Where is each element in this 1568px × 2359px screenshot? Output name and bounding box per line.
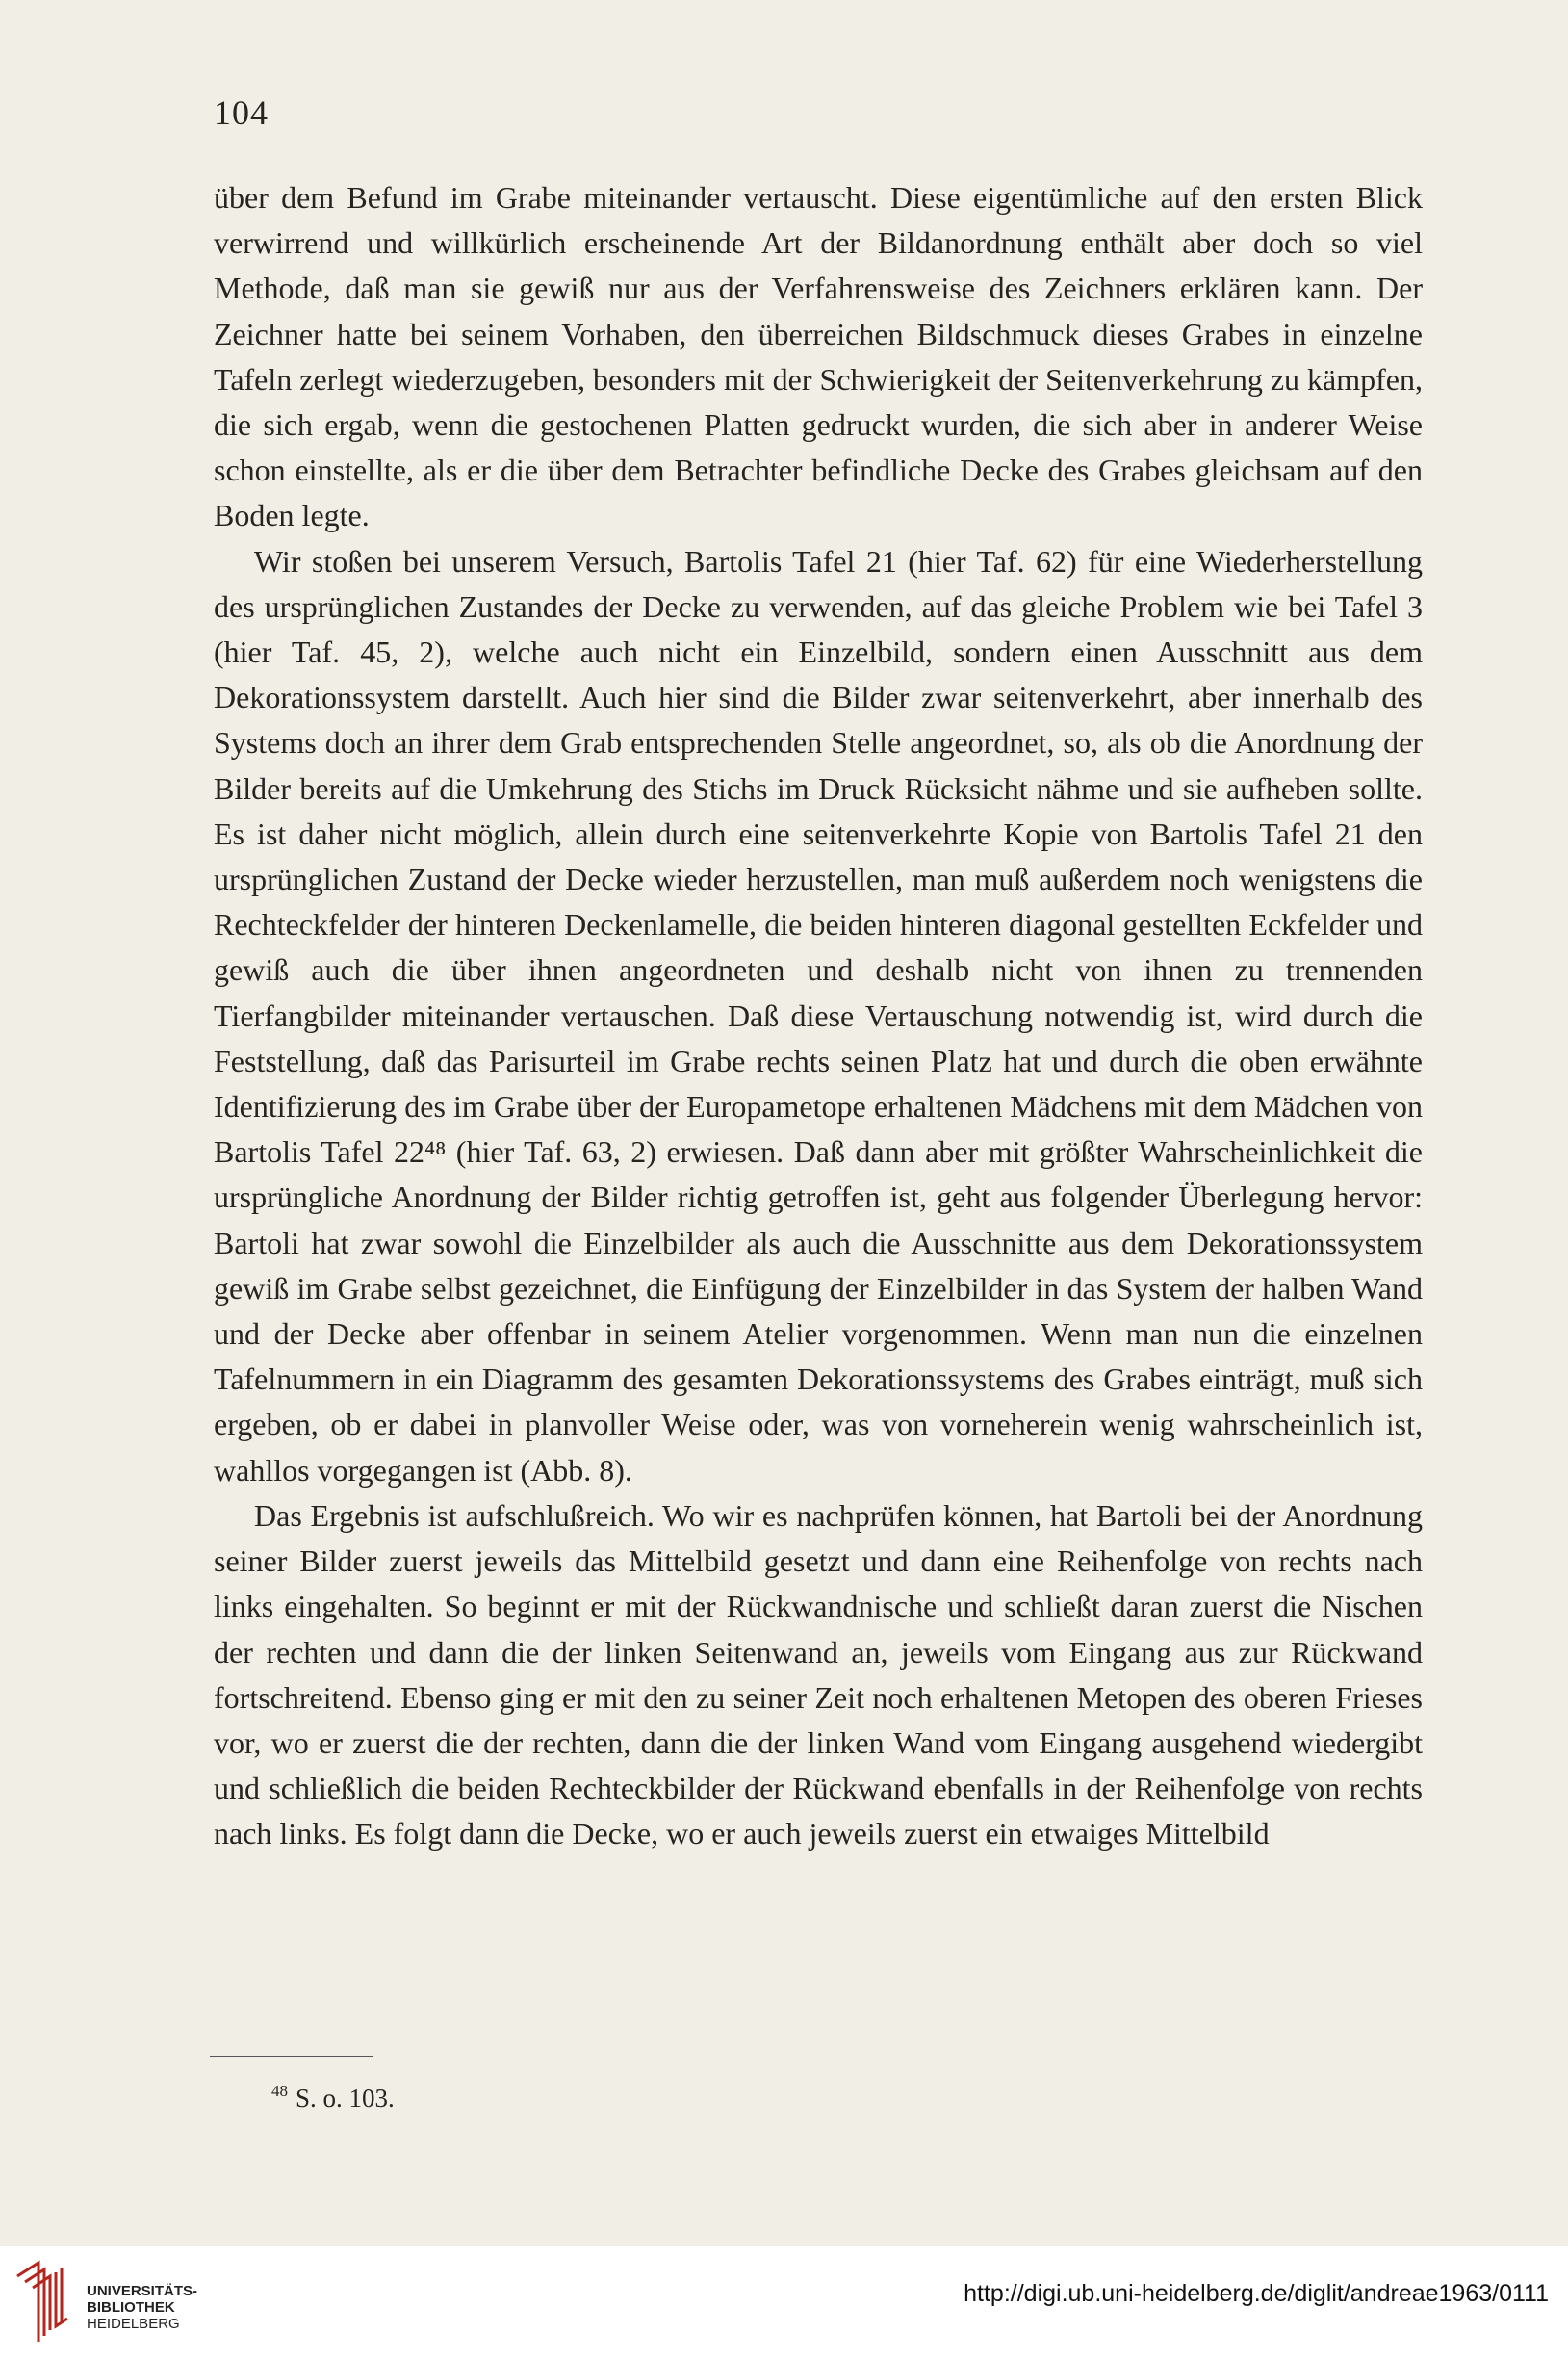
source-url-link[interactable]: http://digi.ub.uni-heidelberg.de/diglit/andreae1963/0111 [964, 2280, 1549, 2307]
paragraph: Wir stoßen bei unserem Versuch, Bartolis Tafel 21 (hier Taf. 62) für eine Wiederherstellung des ursprünglichen Zustandes der Decke zu verwenden, auf das gleiche Problem wie bei Tafel 3 (hier Taf. 45, 2), welche auch nicht ein Einzelbild, sondern einen Ausschnitt aus dem Dekorationssystem darstellt. Auch hier sind die Bilder zwar seitenverkehrt, aber innerhalb des Systems doch an ihrer dem Grab entsprechenden Stelle angeordnet, so, als ob die Anordnung der Bilder bereits auf die Umkehrung des Stichs im Druck Rücksicht nähme und sie aufheben sollte. Es ist daher nicht möglich, allein durch eine seitenverkehrte Kopie von Bartolis Tafel 21 den ursprünglichen Zustand der Decke wieder herzustellen, man muß außerdem noch wenigstens die Rechteckfelder der hinteren Deckenlamelle, die beiden hinteren diagonal gestellten Eckfelder und gewiß auch die über ihnen angeordneten und deshalb nicht von ihnen zu trennenden Tierfangbilder miteinander vertauschen. Daß diese Vertauschung notwendig ist, wird durch die Feststellung, daß das Parisurteil im Grabe rechts seinen Platz hat und durch die oben erwähnte Identifizierung des im Grabe über der Europametope erhaltenen Mädchens mit dem Mädchen von Bartolis Tafel 22⁴⁸ (hier Taf. 63, 2) erwiesen. Daß dann aber mit größter Wahrscheinlichkeit die ursprüngliche Anordnung der Bilder richtig getroffen ist, geht aus folgender Überlegung hervor: Bartoli hat zwar sowohl die Einzelbilder als auch die Ausschnitte aus dem Dekorationssystem gewiß im Grabe selbst gezeichnet, die Einfügung der Einzelbilder in das System der halben Wand und der Decke aber offenbar in seinem Atelier vorgenommen. Wenn man nun die einzelnen Tafelnummern in ein Diagramm des gesamten Dekorationssystems des Grabes einträgt, muß sich ergeben, ob er dabei in planvoller Weise oder, was von vorneherein wenig wahrscheinlich ist, wahllos vorgegangen ist (Abb. 8). [214, 543, 1423, 1488]
paragraph: über dem Befund im Grabe miteinander vertauscht. Diese eigentümliche auf den ersten Blick verwirrend und willkürlich erscheinende Art der Bildanordnung enthält aber doch so viel Methode, daß man sie gewiß nur aus der Verfahrensweise des Zeichners erklären kann. Der Zeichner hatte bei seinem Vorhaben, den überreichen Bildschmuck dieses Grabes in einzelne Tafeln zerlegt wiederzugeben, besonders mit der Schwierigkeit der Seitenverkehrung zu kämpfen, die sich ergab, wenn die gestochenen Platten gedruckt wurden, die sich aber in anderer Weise schon einstellte, als er die über dem Betrachter befindliche Decke des Grabes gleichsam auf den Boden legte. [214, 180, 1423, 533]
body-text [214, 175, 1423, 1857]
footnote-divider [210, 2056, 373, 2057]
library-name-line: HEIDELBERG [87, 2316, 180, 2332]
library-name [87, 2283, 197, 2332]
library-name-line: BIBLIOTHEK [87, 2299, 175, 2316]
footnote-marker: 48 [271, 2082, 288, 2100]
library-logo-icon [12, 2259, 71, 2346]
footnote [271, 2082, 395, 2113]
page-number: 104 [214, 93, 269, 132]
library-footer-bar [0, 2246, 1568, 2359]
library-name-line: UNIVERSITÄTS- [87, 2283, 198, 2299]
paragraph: Das Ergebnis ist aufschlußreich. Wo wir es nachprüfen können, hat Bartoli bei der Anordnung seiner Bilder zuerst jeweils das Mittelbild gesetzt und dann eine Reihenfolge von rechts nach links eingehalten. So beginnt er mit der Rückwandnische und schließt daran zuerst die Nischen der rechten und dann die der linken Seitenwand an, jeweils vom Eingang aus zur Rückwand fortschreitend. Ebenso ging er mit den zu seiner Zeit noch erhaltenen Metopen des oberen Frieses vor, wo er zuerst die der rechten, dann die der linken Wand vom Eingang ausgehend wiedergibt und schließlich die beiden Rechteckbilder der Rückwand ebenfalls in der Reihenfolge von rechts nach links. Es folgt dann die Decke, wo er auch jeweils zuerst ein etwaiges Mittelbild [214, 1497, 1423, 1852]
footnote-text: S. o. 103. [296, 2084, 395, 2113]
